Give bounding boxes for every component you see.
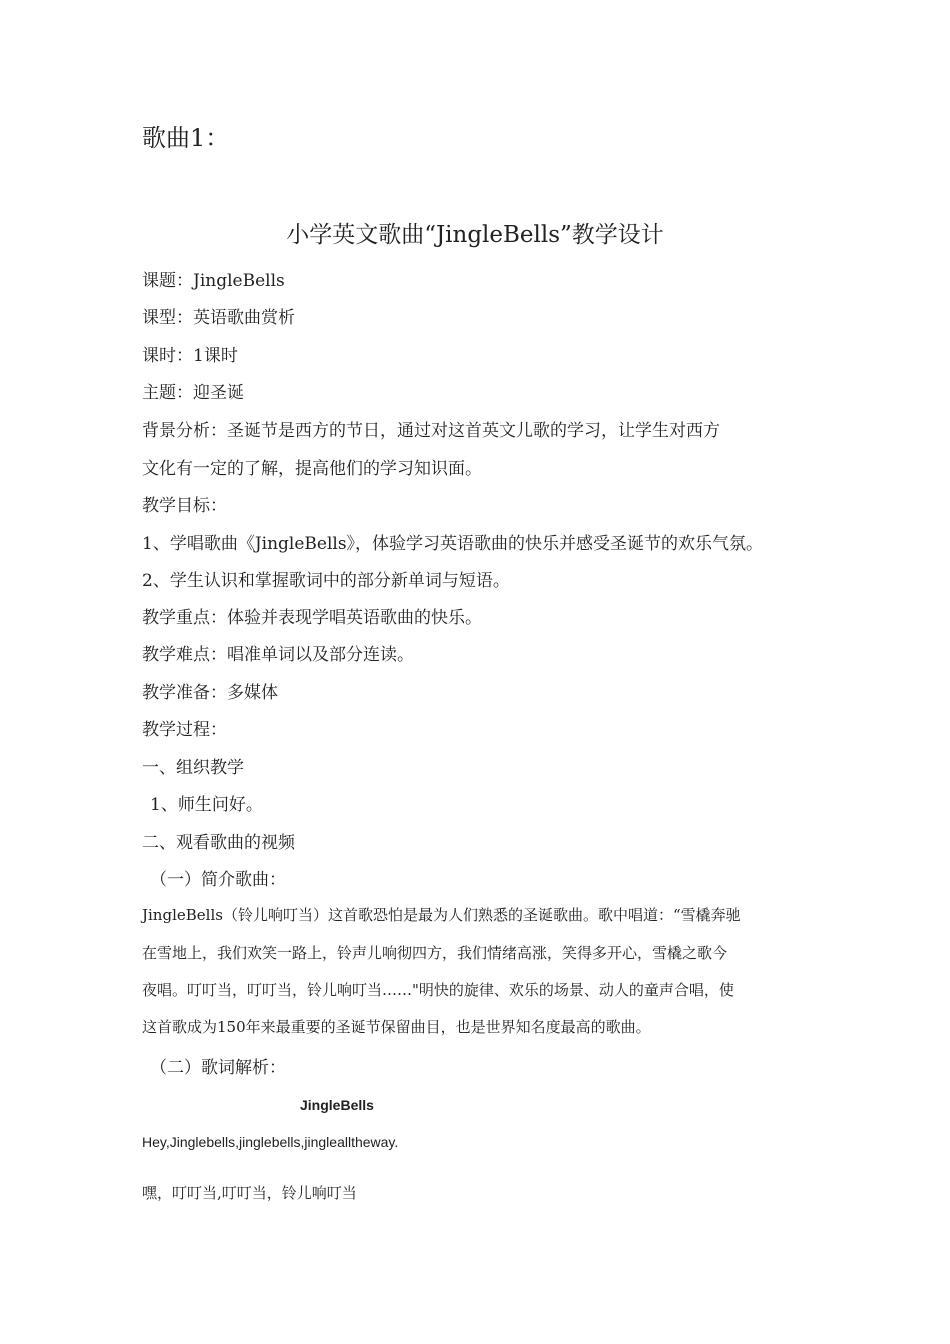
intro-line: 在雪地上，我们欢笑一路上，铃声儿响彻四方，我们情绪高涨，笑得多开心，雪橇之歌今 (142, 944, 728, 962)
lyrics-title: JingleBells (300, 1097, 374, 1113)
key-point: 教学重点：体验并表现学唱英语歌曲的快乐。 (142, 608, 482, 628)
lyrics-chinese-line: 嘿，叮叮当,叮叮当，铃儿响叮当 (142, 1184, 357, 1202)
process-label: 教学过程： (142, 720, 227, 740)
intro-line: JingleBells（铃儿响叮当）这首歌恐怕是最为人们熟悉的圣诞歌曲。歌中唱道：“雪橇奔驰 (142, 906, 741, 924)
process-step-1: 一、组织教学 (142, 758, 244, 778)
field-topic: 课题：JingleBells (142, 271, 285, 291)
process-step-2: 二、观看歌曲的视频 (142, 833, 295, 853)
background-line-1: 背景分析：圣诞节是西方的节日，通过对这首英文儿歌的学习，让学生对西方 (142, 421, 720, 441)
goals-label: 教学目标： (142, 496, 227, 516)
process-step-2-sub-2: （二）歌词解析： (150, 1058, 286, 1078)
field-periods: 课时：1课时 (142, 346, 238, 366)
goal-item: 1、学唱歌曲《JingleBells》，体验学习英语歌曲的快乐并感受圣诞节的欢乐气氛。 (142, 534, 764, 554)
preparation: 教学准备：多媒体 (142, 683, 278, 703)
intro-line: 这首歌成为150年来最重要的圣诞节保留曲目，也是世界知名度最高的歌曲。 (142, 1018, 651, 1036)
difficulty: 教学难点：唱准单词以及部分连读。 (142, 645, 414, 665)
lyrics-english-line: Hey,Jinglebells,jinglebells,jinglealltheway. (142, 1134, 399, 1150)
process-step-2-sub-1: （一）简介歌曲： (150, 870, 286, 890)
background-line-2: 文化有一定的了解，提高他们的学习知识面。 (142, 459, 482, 479)
field-theme: 主题：迎圣诞 (142, 383, 244, 403)
document-title: 小学英文歌曲“JingleBells”教学设计 (286, 222, 664, 248)
section-heading: 歌曲1： (142, 124, 230, 152)
field-lesson-type: 课型：英语歌曲赏析 (142, 308, 295, 328)
goal-item: 2、学生认识和掌握歌词中的部分新单词与短语。 (142, 571, 510, 591)
intro-line: 夜唱。叮叮当，叮叮当，铃儿响叮当……"明快的旋律、欢乐的场景、动人的童声合唱，使 (142, 981, 734, 999)
process-step-1-item: 1、师生问好。 (150, 795, 263, 815)
